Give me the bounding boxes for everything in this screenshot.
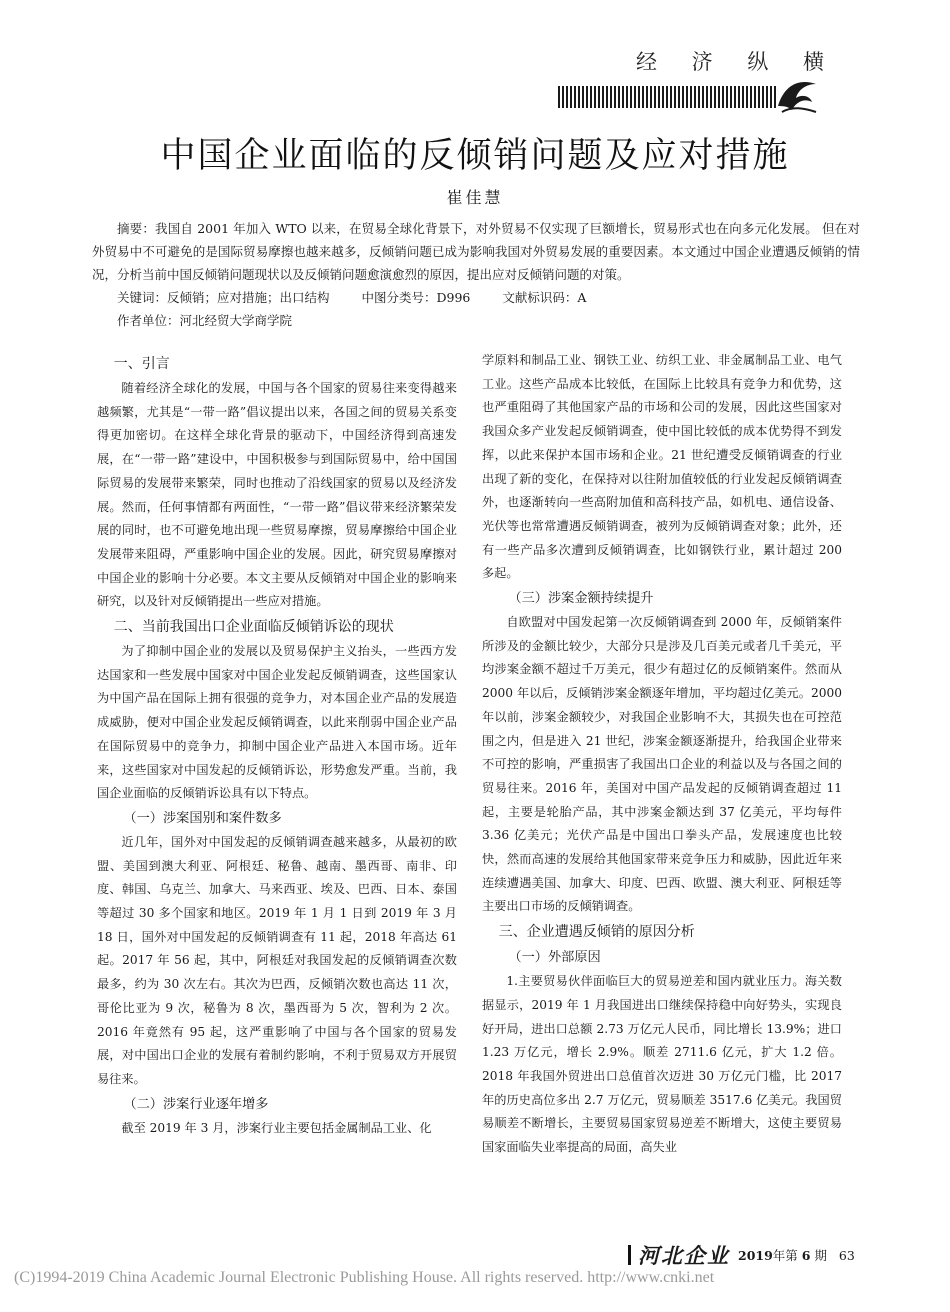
abstract-text: 摘要：我国自 2001 年加入 WTO 以来，在贸易全球化背景下，对外贸易不仅实现了巨额增长，贸易形式也在向多元化发展。 但在对外贸易中不可避免的是国际贸易摩擦也越来越多，反倾销问题已成为影响我国对外贸易发展的重要因素。本文通过中国企业遭遇反倾销的情况，分析当前中国反倾销问题现状以及反倾销问题愈演愈烈的原因，提出应对反倾销问题的对策。 bbox=[92, 221, 860, 282]
clc-number: 中图分类号：D996 bbox=[361, 290, 471, 305]
paragraph: 近几年，国外对中国发起的反倾销调查越来越多，从最初的欧盟、美国到澳大利亚、阿根廷、秘鲁、越南、墨西哥、南非、印度、韩国、乌克兰、加拿大、马来西亚、埃及、巴西、日本、泰国等超过 30 多个国家和地区。2019 年 1 月 1 日到 2019 年 3 月 18 日，国外对中国发起的反倾销调查有 11 起，2018 年高达 61 起。2017 年 56 起，其中，阿根廷对我国发起的反倾销调查次数最多，约为 30 次左右。其次为巴西，反倾销次数也高达 11 次，哥伦比亚为 9 次，秘鲁为 8 次，墨西哥为 5 次，智利为 2 次。2016 年竟然有 95 起，这严重影响了中国与各个国家的贸易发展，对中国出口企业的发展有着制约影响，不利于贸易双方开展贸易往来。 bbox=[97, 834, 457, 1086]
wave-logo-icon bbox=[776, 76, 818, 116]
subheading-countries-cases: （一）涉案国别和案件数多 bbox=[123, 810, 282, 826]
copyright-notice: (C)1994-2019 China Academic Journal Electronic Publishing House. All rights reserved. http://www.cnki.net bbox=[14, 1269, 715, 1286]
footer-rule bbox=[628, 1245, 631, 1265]
journal-name: 河北企业 bbox=[638, 1243, 730, 1268]
issue-suffix: 期 bbox=[814, 1248, 827, 1263]
heading-introduction: 一、引言 bbox=[113, 356, 170, 372]
subheading-industries: （二）涉案行业逐年增多 bbox=[123, 1096, 269, 1112]
heading-current-situation: 二、当前我国出口企业面临反倾销诉讼的现状 bbox=[113, 619, 394, 636]
issue-year-suffix: 年第 bbox=[772, 1248, 798, 1263]
keywords: 关键词：反倾销；应对措施；出口结构 bbox=[117, 290, 330, 305]
affiliation: 作者单位：河北经贸大学商学院 bbox=[117, 313, 293, 328]
section-tag: 经 济 纵 横 bbox=[635, 50, 838, 74]
paragraph: 截至 2019 年 3 月，涉案行业主要包括金属制品工业、化 bbox=[121, 1120, 432, 1135]
right-column bbox=[482, 349, 842, 1160]
document-code: 文献标识码：A bbox=[502, 290, 587, 305]
paper-title: 中国企业面临的反倾销问题及应对措施 bbox=[160, 136, 790, 176]
abstract-block bbox=[92, 217, 860, 332]
paragraph: 1.主要贸易伙伴面临巨大的贸易逆差和国内就业压力。海关数据显示，2019 年 1 月我国进出口继续保持稳中向好势头，实现良好开局，进出口总额 2.73 万亿元人民币，同比增长 13.9%；进口 1.23 万亿元，增长 2.9%。顺差 2711.6 亿元，扩大 1.2 倍。2018 年我国外贸进出口总值首次迈进 30 万亿元门槛，比 2017 年的历史高位多出 2.7 万亿元，贸易顺差 3517.6 亿美元。我国贸易顺差不断增长，主要贸易国家贸易逆差不断增大，这使主要贸易国家面临失业率提高的局面，高失业 bbox=[482, 974, 842, 1155]
paragraph: 自欧盟对中国发起第一次反倾销调查到 2000 年，反倾销案件所涉及的金额比较少，大部分只是涉及几百美元或者几千美元，平均涉案金额不超过千万美元，很少有超过亿的反倾销案件。然而从 2000 年以后，反倾销涉案金额逐年增加，平均超过亿美元。2000 年以前，涉案金额较少，对我国企业影响不大，其损失也在可控范围之内，但是进入 21 世纪，涉案金额逐渐提升，给我国企业带来不可控的影响，严重损害了我国出口企业的利益以及与各国之间的贸易往来。2016 年，美国对中国产品发起的反倾销调查超过 11 起，主要是轮胎产品，其中涉案金额达到 37 亿美元，平均每件 3.36 亿美元；光伏产品是中国出口拳头产品，发展速度也比较快，然而高速的发展给其他国家带来竞争压力和威胁，因此近年来连续遭遇美国、加拿大、印度、巴西、欧盟、澳大利亚、阿根廷等主要出口市场的反倾销调查。 bbox=[482, 615, 842, 914]
left-column bbox=[97, 351, 457, 1140]
paragraph: 为了抑制中国企业的发展以及贸易保护主义抬头，一些西方发达国家和一些发展中国家对中国企业发起反倾销调查，这些国家认为中国产品在国际上拥有很强的竞争力，对本国企业产品的发展造成威胁，便对中国企业发起反倾销调查，以此来削弱中国企业产品在国际贸易中的竞争力，抑制中国企业产品进入本国市场。近年来，这些国家对中国发起的反倾销诉讼，形势愈发严重。当前，我国企业面临的反倾销诉讼具有以下特点。 bbox=[97, 644, 457, 801]
author-name: 崔佳慧 bbox=[446, 188, 504, 207]
heading-causes: 三、企业遭遇反倾销的原因分析 bbox=[498, 924, 695, 941]
subheading-case-amount: （三）涉案金额持续提升 bbox=[508, 591, 654, 607]
paragraph: 随着经济全球化的发展，中国与各个国家的贸易往来变得越来越频繁，尤其是“一带一路”倡议提出以来，各国之间的贸易关系变得更加密切。在这样全球化背景的驱动下，中国经济得到高速发展，在“一带一路”建设中，中国积极参与到国际贸易中，给中国国际贸易的发展带来繁荣，同时也推动了沿线国家的贸易以及经济发展。然而，任何事情都有两面性，“一带一路”倡议带来经济繁荣发展的同时，也不可避免地出现一些贸易摩擦，贸易摩擦给中国企业发展带来阻碍，严重影响中国企业的发展。因此，研究贸易摩擦对中国企业的影响十分必要。本文主要从反倾销对中国企业的影响来研究，以及针对反倾销提出一些应对措施。 bbox=[97, 381, 457, 609]
issue-number: 6 bbox=[801, 1248, 811, 1263]
paragraph: 学原料和制品工业、钢铁工业、纺织工业、非金属制品工业、电气工业。这些产品成本比较低，在国际上比较具有竞争力和优势，这也严重阻碍了其他国家产品的市场和公司的发展，因此这些国家对我国众多产业发起反倾销调查，使中国比较低的成本优势得不到发挥，以此来保护本国市场和企业。21 世纪遭受反倾销调查的行业出现了新的变化，在保持对以往附加值较低的行业发起反倾销调查外，也逐渐转向一些高附加值和高科技产品，如机电、通信设备、光伏等也常常遭遇反倾销调查，被列为反倾销调查对象；此外，还有一些产品多次遭到反倾销调查，比如钢铁行业，累计超过 200 多起。 bbox=[482, 353, 842, 581]
issue-year: 2019 bbox=[738, 1248, 773, 1263]
page-number: 63 bbox=[838, 1248, 855, 1263]
subheading-external-causes: （一）外部原因 bbox=[508, 950, 601, 966]
keywords-line bbox=[92, 286, 860, 309]
header-stripe-bar bbox=[558, 86, 776, 108]
issue-info bbox=[738, 1246, 855, 1264]
